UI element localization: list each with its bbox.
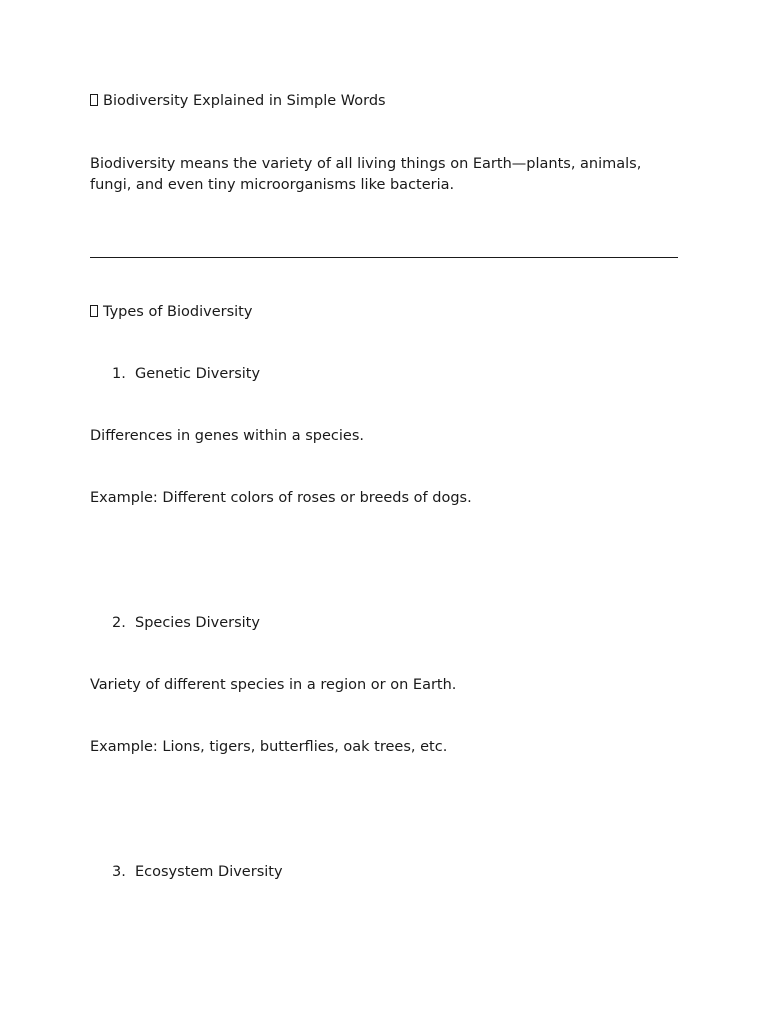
list-item-ecosystem-diversity — [112, 862, 283, 883]
list-title: Species Diversity — [135, 615, 260, 631]
list-number: 1. — [112, 366, 126, 382]
section-example: Example: Lions, tigers, butterflies, oak trees, etc. — [90, 739, 448, 755]
list-item-species-diversity — [112, 613, 260, 634]
section-description: Differences in genes within a species. — [90, 428, 364, 444]
horizontal-divider — [90, 257, 678, 258]
section-example: Example: Different colors of roses or breeds of dogs. — [90, 490, 472, 506]
list-title: Genetic Diversity — [135, 366, 261, 382]
section-description: Variety of different species in a region or on Earth. — [90, 677, 457, 693]
list-number: 3. — [112, 864, 126, 880]
intro-paragraph: Biodiversity means the variety of all living things on Earth—plants, animals, fungi, and even tiny microorganisms like bacteria. — [90, 156, 642, 193]
heading-types-of-biodiversity — [90, 302, 252, 323]
heading-text: Biodiversity Explained in Simple Words — [103, 93, 386, 109]
list-number: 2. — [112, 615, 126, 631]
missing-glyph-icon — [90, 94, 98, 106]
heading-text: Types of Biodiversity — [103, 304, 253, 320]
heading-biodiversity-explained — [90, 91, 386, 112]
list-item-genetic-diversity — [112, 364, 260, 385]
list-title: Ecosystem Diversity — [135, 864, 283, 880]
missing-glyph-icon — [90, 305, 98, 317]
